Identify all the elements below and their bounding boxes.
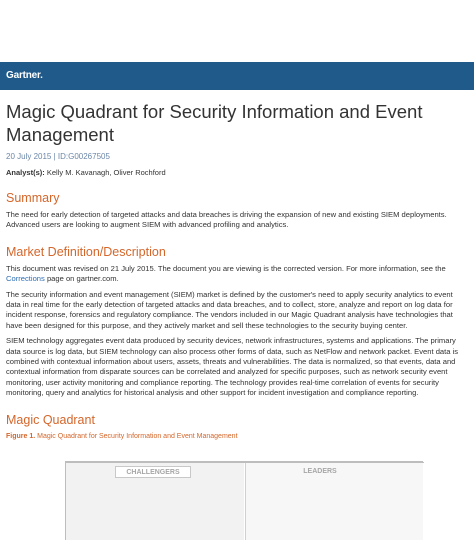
quadrant-top-border [66, 462, 424, 463]
figure-title: Magic Quadrant for Security Information and Event Management [35, 432, 238, 440]
analysts-names: Kelly M. Kavanagh, Oliver Rochford [44, 168, 166, 177]
figure-label: Figure 1. [6, 432, 36, 440]
magic-quadrant-heading: Magic Quadrant [6, 412, 95, 427]
leaders-label: LEADERS [303, 468, 337, 475]
logo-dot: . [40, 70, 43, 81]
market-paragraph-1: The security information and event management (SIEM) market is defined by the customer's need to apply security analytics to event data in real time for the early detection of targeted attacks and data breaches, and to collect, store, analyze and report on log data for incident response, forensics and regulatory compliance. The vendors included in our Magic Quadrant analysis have technologies that have been designed for this purpose, and they actively market and sell these technologies to the security buying center. [6, 289, 453, 330]
logo-text: Gartner [6, 70, 41, 81]
leaders-quadrant [245, 462, 423, 540]
market-heading: Market Definition/Description [6, 244, 166, 259]
revision-note [6, 264, 464, 285]
summary-heading: Summary [6, 191, 60, 205]
challengers-label: CHALLENGERS [115, 466, 191, 478]
header-bar [0, 62, 474, 90]
analysts-line [6, 168, 464, 177]
magic-quadrant-figure [65, 461, 423, 540]
corrections-link[interactable]: Corrections [6, 274, 45, 284]
figure-caption [6, 433, 464, 440]
revision-text-after: page on gartner.com. [44, 274, 119, 284]
document-meta: 20 July 2015 | ID:G00267505 [6, 152, 110, 161]
market-paragraph-2: SIEM technology aggregates event data produced by security devices, network infrastructures, systems and applications. The primary data source is log data, but SIEM technology can also process other forms of data, such as NetFlow and network packet. Event data is combined with contextual information about users, assets, threats and vulnerabilities. The data is normalized, so that events, data and contextual information from disparate sources can be correlated and analyzed for specific purposes, such as network security event monitoring, user activity monitoring and compliance reporting. The technology provides real-time correlation of events for security monitoring, query and analytics for historical analysis and other support for incident investigation and compliance reporting. [6, 336, 459, 398]
challengers-quadrant [66, 462, 244, 540]
gartner-logo[interactable] [6, 70, 43, 81]
analysts-label: Analyst(s): [6, 168, 45, 177]
summary-text: The need for early detection of targeted attacks and data breaches is driving the expansion of new and existing SIEM deployments. Advanced users are looking to augment SIEM with advanced profiling and analytics. [6, 210, 447, 230]
revision-text-before: This document was revised on 21 July 2015. The document you are viewing is the corrected version. For more information, see the [6, 263, 446, 273]
document-content [6, 100, 464, 440]
document-title: Magic Quadrant for Security Information and Event Management [6, 101, 423, 145]
